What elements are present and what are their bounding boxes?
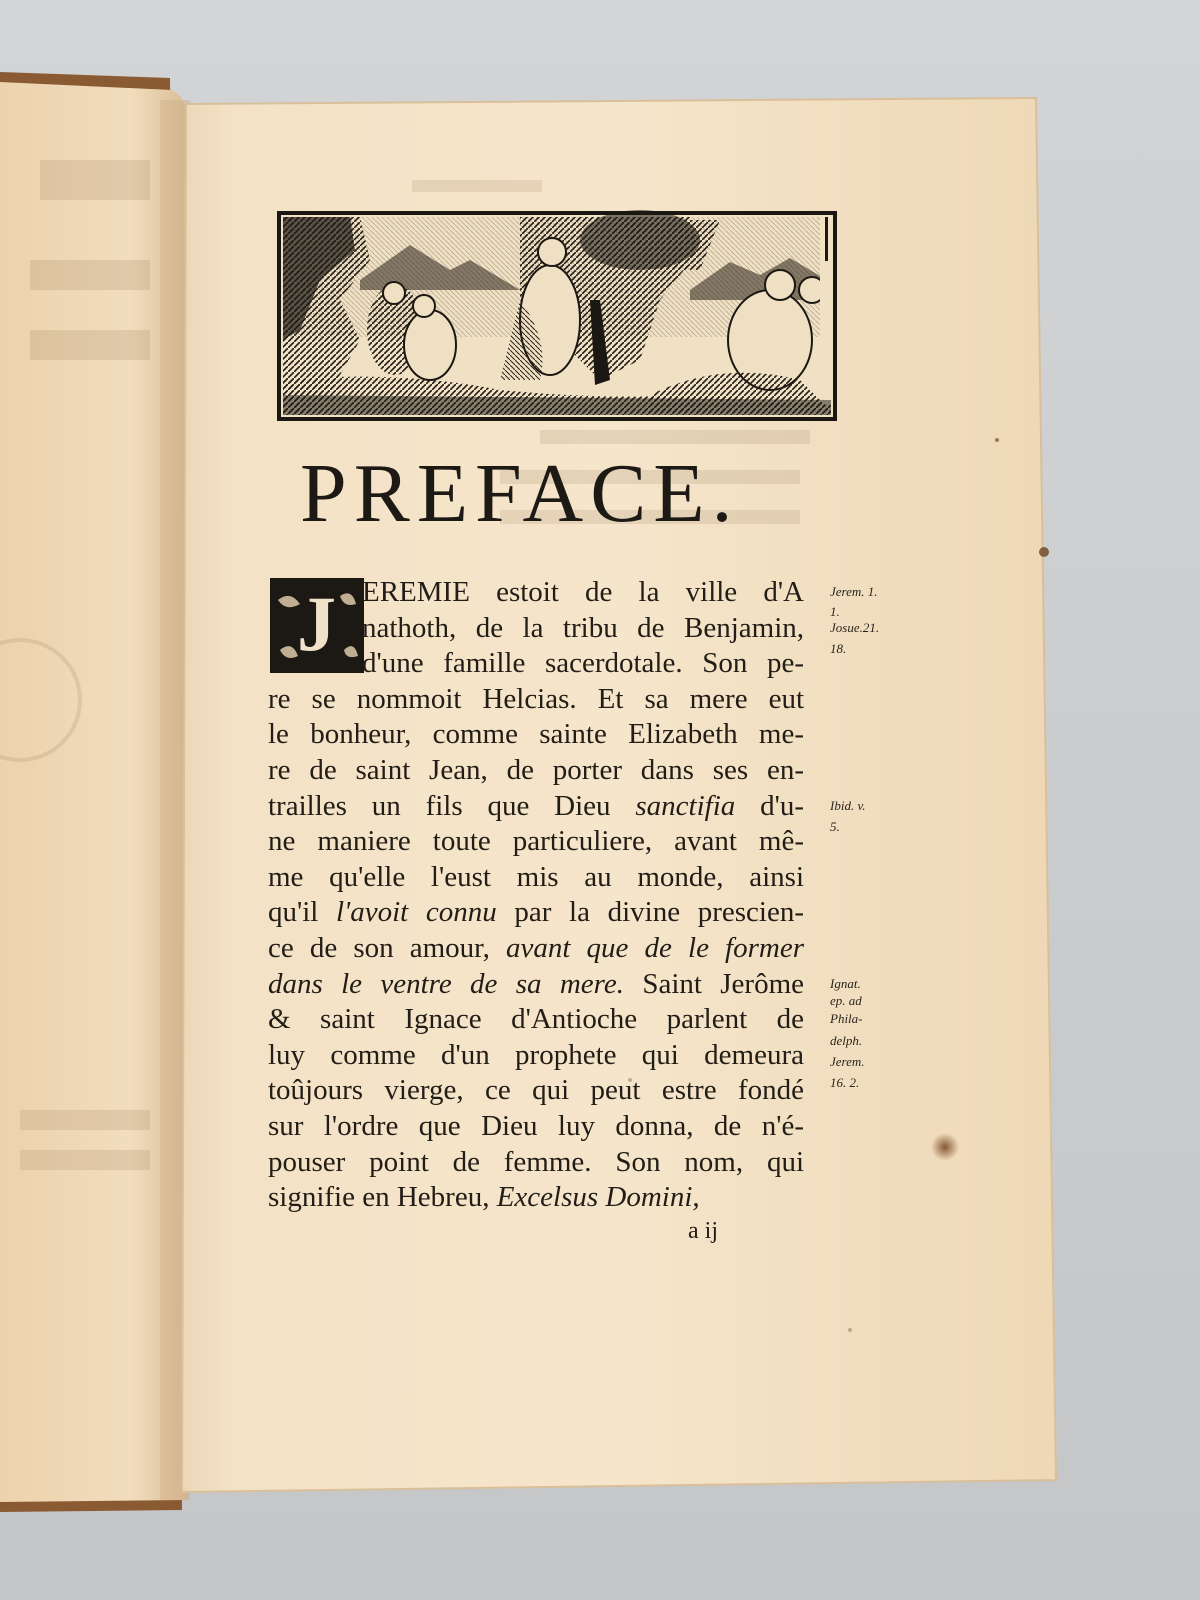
text-line (268, 1179, 804, 1215)
text-segment: nathoth, de la tribu de Benjamin, (362, 611, 804, 644)
margin-note: Josue.21. (830, 619, 880, 635)
text-line (362, 610, 804, 646)
text-line (268, 1001, 804, 1037)
text-line (362, 645, 804, 681)
text-segment: me qu'elle l'eust mis au monde, ainsi (268, 860, 804, 893)
text-segment: trailles un fils que Dieu (268, 789, 636, 822)
margin-note: 16. 2. (830, 1075, 860, 1091)
text-line (268, 752, 804, 788)
italic-segment: avant que de le former (506, 932, 804, 964)
text-segment: ne maniere toute particuliere, avant mê- (268, 825, 804, 858)
text-segment: Saint Jerôme (624, 967, 804, 1000)
text-line (268, 681, 804, 717)
text-segment: EREMIE estoit de la ville d'A (362, 576, 804, 608)
text-segment: par la divine prescien- (496, 896, 805, 929)
text-line (268, 788, 804, 824)
text-segment: & saint Ignace d'Antioche parlent de (268, 1003, 804, 1036)
margin-note: 18. (830, 640, 847, 656)
margin-note: Jerem. (830, 1053, 865, 1069)
text-line (268, 823, 804, 859)
text-segment: d'u- (735, 789, 804, 822)
italic-segment: sanctifia (635, 789, 736, 822)
margin-note: Phila- (830, 1011, 863, 1027)
text-segment: pouser point de femme. Son nom, qui (268, 1145, 804, 1178)
margin-note: Ignat. (830, 975, 861, 991)
text-line (268, 1037, 804, 1073)
margin-note: Jerem. 1. (830, 584, 878, 599)
text-line (268, 716, 804, 752)
text-segment: sur l'ordre que Dieu luy donna, de n'é- (268, 1110, 804, 1142)
text-segment: toûjours vierge, ce qui peut estre fondé (268, 1074, 804, 1107)
italic-segment: Excelsus Domini, (496, 1181, 700, 1214)
text-line (268, 894, 804, 930)
text-line (268, 859, 804, 895)
drop-cap-letter: J (297, 580, 336, 667)
margin-note: 5. (830, 818, 840, 834)
margin-note: Ibid. v. (830, 797, 866, 813)
drop-cap-initial (268, 575, 365, 673)
text-segment: luy comme d'un prophete qui demeura (268, 1038, 804, 1071)
text-line (268, 1072, 804, 1108)
italic-segment: dans le ventre de sa mere. (268, 967, 624, 1000)
text-line (268, 1144, 804, 1180)
text-segment: le bonheur, comme sainte Elizabeth me- (268, 718, 804, 751)
text-segment: d'une famille sacerdotale. Son pe- (362, 647, 804, 680)
margin-note: 1. (830, 603, 840, 619)
margin-note: ep. ad (830, 993, 862, 1009)
text-line (268, 930, 804, 966)
text-line (268, 1108, 804, 1144)
margin-note: delph. (830, 1032, 863, 1048)
italic-segment: l'avoit connu (335, 896, 497, 929)
signature-mark: a ij (688, 1218, 718, 1244)
text-segment: re se nommoit Helcias. Et sa mere eut (268, 682, 804, 715)
page-title: PREFACE. (300, 447, 740, 540)
text-segment: qu'il (268, 896, 336, 929)
text-line (268, 966, 804, 1002)
text-line (362, 574, 804, 610)
text-segment: signifie en Hebreu, (268, 1181, 497, 1214)
text-segment: ce de son amour, (268, 932, 507, 964)
text-segment: re de saint Jean, de porter dans ses en- (268, 754, 804, 786)
